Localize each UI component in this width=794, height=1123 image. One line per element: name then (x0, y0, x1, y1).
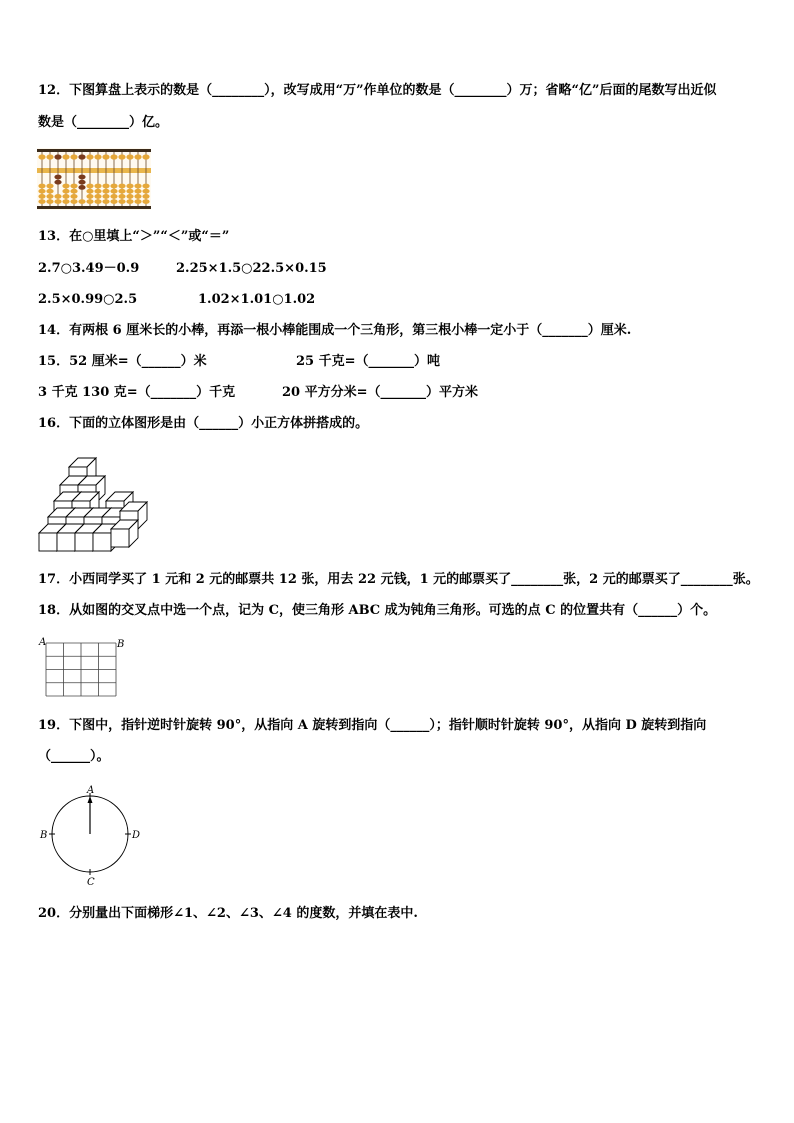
dial-label-d: D (132, 830, 141, 841)
cube-stack-figure (36, 455, 158, 555)
grid-label-b: B (117, 639, 125, 650)
dial-label-c: C (87, 877, 95, 888)
q15-c: 3 千克 130 克=（_______）千克 (38, 385, 236, 400)
abacus-figure (37, 148, 151, 210)
q19-line1: 19．下图中，指针逆时针旋转 90°，从指向 A 旋转到指向（______）；指针顺时针旋转 90°，从指向 D 旋转到指向 (38, 718, 707, 733)
q18-text: 18．从如图的交叉点中选一个点，记为 C，使三角形 ABC 成为钝角三角形。可选的点 C 的位置共有（______）个。 (38, 603, 717, 618)
grid-label-a: A (39, 637, 47, 648)
q19-line2: （______）。 (38, 749, 110, 764)
q15-a: 15．52 厘米=（______）米 (38, 354, 207, 369)
q13-a: 2.7○3.49－0.9 (38, 261, 140, 276)
grid-figure (36, 635, 128, 701)
q20-text: 20．分别量出下面梯形∠1、∠2、∠3、∠4 的度数，并填在表中. (38, 906, 418, 921)
dial-label-a: A (87, 785, 95, 796)
q17-text: 17．小西同学买了 1 元和 2 元的邮票共 12 张，用去 22 元钱，1 元的邮票买了________张，2 元的邮票买了________张。 (38, 572, 759, 587)
dial-label-b: B (40, 830, 48, 841)
q13-c: 2.5×0.99○2.5 (38, 292, 138, 307)
q14-text: 14．有两根 6 厘米长的小棒，再添一根小棒能围成一个三角形，第三根小棒一定小于（_______）厘米. (38, 323, 632, 338)
q16-text: 16．下面的立体图形是由（______）小正方体拼搭成的。 (38, 416, 369, 431)
dial-figure (36, 784, 144, 888)
q13-d: 1.02×1.01○1.02 (198, 292, 316, 307)
q13-title: 13．在○里填上“＞”“＜”或“＝” (38, 229, 230, 244)
q15-d: 20 平方分米=（_______）平方米 (282, 385, 479, 400)
q15-b: 25 千克=（_______）吨 (296, 354, 441, 369)
q12-line2: 数是（________）亿。 (38, 115, 169, 130)
q13-b: 2.25×1.5○22.5×0.15 (176, 261, 327, 276)
q12-line1: 12．下图算盘上表示的数是（________），改写成用“万”作单位的数是（________）万；省略“亿”后面的尾数写出近似 (38, 83, 717, 98)
